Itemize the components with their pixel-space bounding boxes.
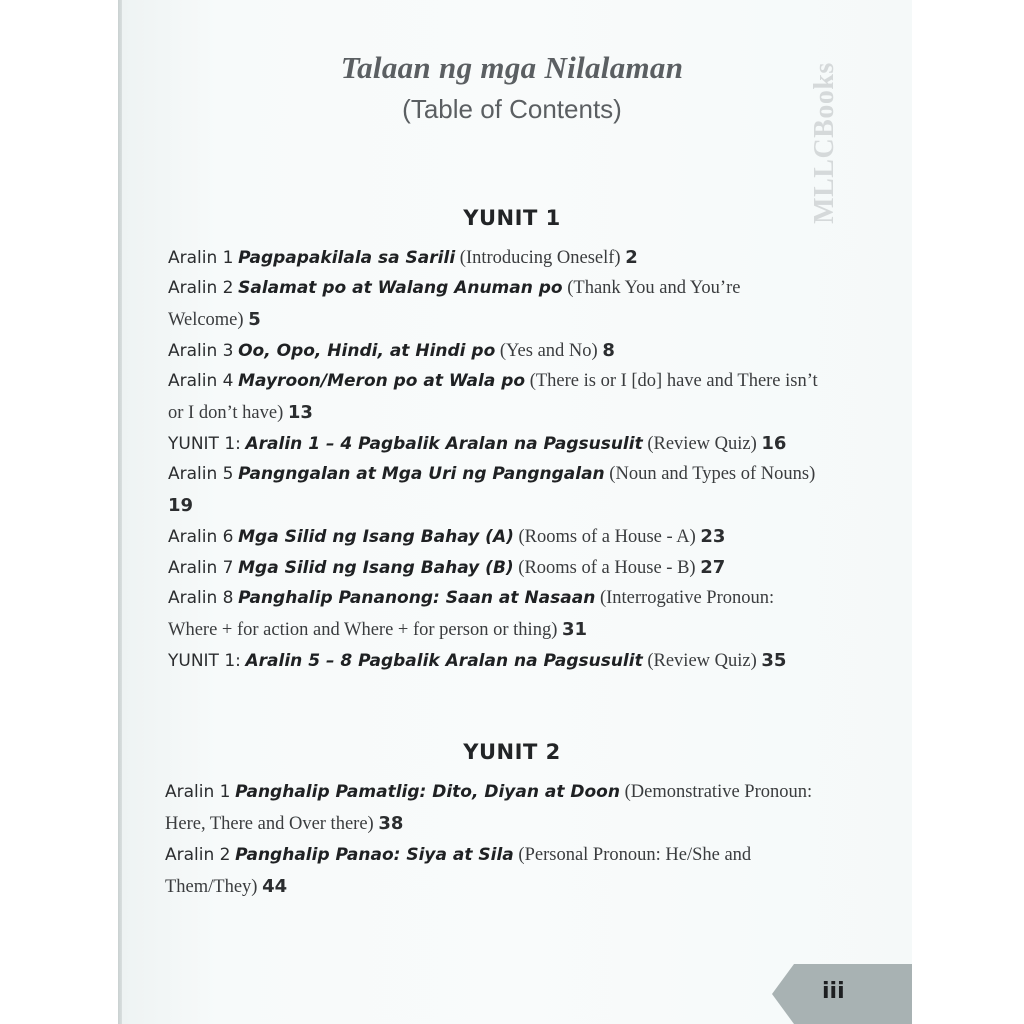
toc-entry[interactable]	[168, 583, 818, 646]
entry-name: Aralin 5 – 8 Pagbalik Aralan na Pagsusulit	[245, 651, 643, 671]
entry-name: Panghalip Panao: Siya at Sila	[235, 845, 514, 865]
toc-entry[interactable]	[165, 840, 815, 903]
unit-2-heading: YUNIT 2	[463, 740, 561, 764]
entry-page-number: 38	[378, 813, 404, 834]
entry-translation: (Review Quiz)	[647, 434, 757, 454]
page-number: iii	[822, 979, 845, 1004]
entry-prefix: Aralin 5	[168, 464, 234, 484]
entry-page-number: 8	[602, 340, 615, 361]
entry-translation: (Introducing Oneself)	[459, 248, 621, 268]
entry-prefix: Aralin 2	[165, 845, 231, 865]
toc-entry[interactable]	[165, 777, 815, 840]
entry-page-number: 35	[761, 650, 787, 671]
entry-translation: (Interrogative Pronoun: Where + for action and Where + for person or thing)	[168, 588, 775, 640]
entry-name: Panghalip Pananong: Saan at Nasaan	[238, 588, 596, 608]
toc-entry[interactable]	[168, 521, 818, 553]
entry-translation: (Demonstrative Pronoun: Here, There and Over there)	[165, 782, 813, 834]
entry-page-number: 19	[168, 495, 194, 516]
entry-page-number: 5	[248, 309, 261, 330]
entry-translation: (Noun and Types of Nouns)	[609, 464, 816, 484]
entry-name: Oo, Opo, Hindi, at Hindi po	[238, 341, 496, 361]
entry-page-number: 44	[262, 876, 288, 897]
toc-entry[interactable]	[168, 552, 818, 584]
entry-name: Pangngalan at Mga Uri ng Pangngalan	[238, 464, 605, 484]
toc-entry[interactable]	[168, 242, 818, 274]
entry-prefix: Aralin 1	[168, 248, 234, 268]
toc-entry[interactable]	[168, 366, 818, 429]
entry-name: Salamat po at Walang Anuman po	[238, 278, 563, 298]
toc-entry[interactable]	[168, 335, 818, 367]
entry-name: Aralin 1 – 4 Pagbalik Aralan na Pagsusulit	[245, 434, 643, 454]
entry-name: Mga Silid ng Isang Bahay (A)	[238, 527, 514, 547]
entry-page-number: 31	[561, 619, 588, 640]
entry-page-number: 2	[625, 247, 638, 268]
entry-prefix: Aralin 2	[168, 278, 234, 298]
entry-name: Mga Silid ng Isang Bahay (B)	[238, 558, 514, 578]
toc-entry[interactable]	[168, 459, 818, 522]
page-title: Talaan ng mga Nilalaman	[340, 50, 684, 85]
entry-prefix: Aralin 3	[168, 341, 234, 361]
entry-name: Mayroon/Meron po at Wala po	[238, 371, 526, 391]
entry-translation: (Rooms of a House - A)	[518, 527, 696, 547]
entry-prefix: Aralin 4	[168, 371, 234, 391]
page-number-tab	[772, 962, 912, 1024]
entry-translation: (Review Quiz)	[647, 651, 757, 671]
entry-translation: (Yes and No)	[499, 341, 598, 361]
entry-prefix: Aralin 7	[168, 558, 234, 578]
entry-page-number: 23	[700, 526, 726, 547]
watermark	[805, 58, 845, 228]
entry-page-number: 16	[761, 433, 787, 454]
entry-name: Pagpapakilala sa Sarili	[238, 248, 456, 268]
entry-translation: (Rooms of a House - B)	[518, 558, 696, 578]
toc-entry[interactable]	[168, 645, 818, 677]
entry-prefix: YUNIT 1:	[168, 434, 241, 454]
entry-prefix: Aralin 1	[165, 782, 231, 802]
entry-translation: (Thank You and You’re Welcome)	[168, 278, 741, 330]
watermark-text: MLLCBooks	[809, 62, 840, 224]
entry-prefix: Aralin 6	[168, 527, 234, 547]
toc-entry[interactable]	[168, 273, 818, 336]
entry-prefix: YUNIT 1:	[168, 651, 241, 671]
entry-translation: (There is or I [do] have and There isn’t or I don’t have)	[168, 371, 818, 423]
toc-entry[interactable]	[168, 428, 818, 460]
entry-page-number: 13	[287, 402, 313, 423]
unit-1-heading: YUNIT 1	[463, 206, 561, 230]
entry-translation: (Personal Pronoun: He/She and Them/They)	[165, 845, 752, 897]
entry-prefix: Aralin 8	[168, 588, 234, 608]
entry-page-number: 27	[700, 557, 726, 578]
page-subtitle: (Table of Contents)	[402, 94, 622, 124]
entry-name: Panghalip Pamatlig: Dito, Diyan at Doon	[235, 782, 620, 802]
